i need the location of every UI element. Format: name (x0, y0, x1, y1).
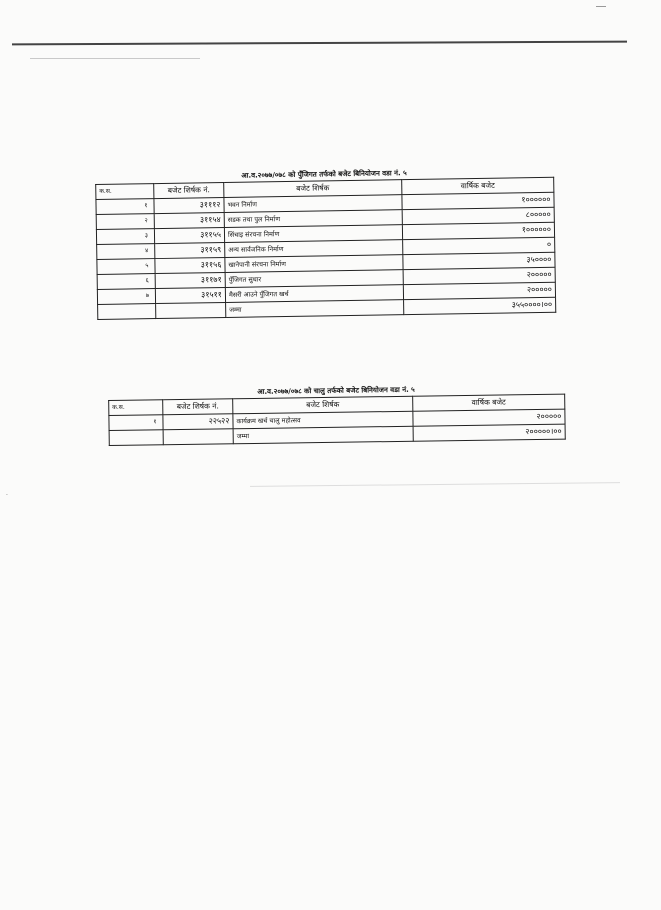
scan-divider-line (12, 41, 627, 46)
total-label: जम्मा (233, 426, 413, 444)
row-amount: २००००० (403, 267, 555, 284)
row-amount: ० (403, 237, 555, 254)
header-heading: बजेट शिर्षक (224, 180, 402, 198)
header-code: बजेट शिर्षक नं. (163, 399, 233, 415)
row-code: ३११५९ (155, 242, 225, 258)
row-heading: पुँजिगत सुधार (225, 270, 403, 288)
row-amount: ३५०००० (403, 252, 555, 269)
row-amount: ८००००० (402, 207, 554, 224)
row-serial: ६ (97, 274, 155, 290)
total-empty-code (163, 429, 233, 445)
total-empty-code (156, 302, 226, 318)
row-code: २२५२२ (163, 414, 233, 430)
total-empty-serial (109, 430, 163, 446)
total-amount: २०००००।०० (413, 424, 565, 441)
row-serial: ४ (97, 244, 155, 260)
header-serial: क.स. (109, 400, 163, 416)
row-serial: ३ (96, 229, 154, 245)
row-code: ३१११२ (154, 197, 224, 213)
row-code: ३११५४ (154, 212, 224, 228)
total-empty-serial (98, 304, 156, 320)
header-annual-budget: वार्षिक बजेट (413, 394, 565, 411)
row-amount: २००००० (413, 409, 565, 426)
scan-corner-mark (596, 6, 606, 7)
row-serial: १ (109, 415, 163, 431)
row-serial: ५ (97, 259, 155, 275)
capital-budget-section (95, 165, 556, 320)
header-code: बजेट शिर्षक नं. (154, 182, 224, 198)
row-heading: कार्यक्रम खर्च चालु महोत्सव (233, 411, 413, 429)
current-budget-section (108, 382, 566, 446)
row-serial: २ (96, 214, 154, 230)
row-code: ३११७१ (155, 272, 225, 288)
header-annual-budget: वार्षिक बजेट (402, 177, 554, 194)
row-code: ३१५११ (155, 287, 225, 303)
row-serial: ७ (97, 289, 155, 305)
header-heading: बजेट शिर्षक (233, 396, 413, 414)
row-serial: १ (96, 199, 154, 215)
capital-budget-title: आ.व.२०७७/०७८ को पुँजिगत तर्फको बजेट बिनियोजन वडा नं. ५ (241, 169, 407, 180)
row-heading: अन्य सार्वजनिक निर्माण (225, 240, 403, 258)
row-amount: १०००००० (402, 222, 554, 239)
row-code: ३११५६ (155, 257, 225, 273)
header-serial: क.स. (96, 184, 154, 200)
row-heading: सडक तथा पुल निर्माण (224, 210, 402, 228)
row-heading: भवन निर्माण (224, 195, 402, 213)
row-heading: सिंचाइ संरचना निर्माण (224, 225, 402, 243)
row-amount: १०००००० (402, 192, 554, 209)
row-code: ३११५५ (154, 227, 224, 243)
row-amount: २००००० (403, 282, 555, 299)
current-budget-title: आ.व.२०७७/०७८ को चालु तर्फको बजेट बिनियोजन वडा नं. ५ (257, 385, 415, 396)
row-heading: खानेपानी संरचना निर्माण (225, 255, 403, 273)
scan-faint-line-lower (250, 482, 620, 487)
current-budget-table (108, 394, 566, 446)
capital-budget-table (95, 177, 556, 320)
scan-faint-line (30, 58, 200, 59)
total-label: जम्मा (226, 300, 404, 318)
row-heading: मैसरी आउने पुँजिगत खर्च (225, 285, 403, 303)
scan-edge-mark: · (6, 492, 8, 499)
total-amount: ३५५००००।०० (404, 297, 556, 314)
